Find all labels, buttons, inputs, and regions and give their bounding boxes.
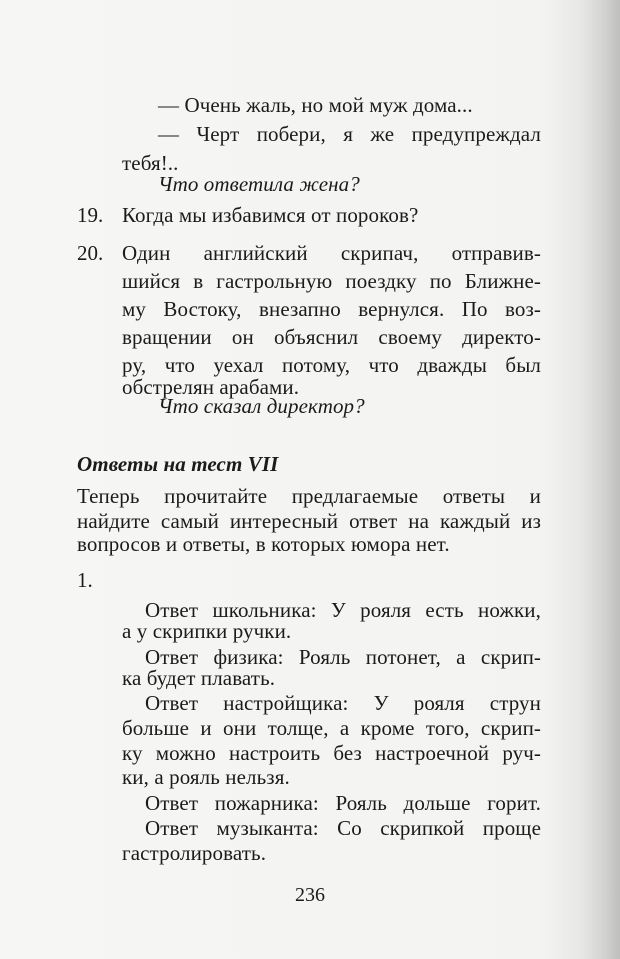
answer-line-11: гастролировать. [122, 841, 267, 865]
item-20-line-6: обстрелян арабами. [122, 375, 300, 399]
answer-item-number: 1. [77, 568, 93, 592]
item-20-line-1: Один английский скрипач, отправив- [122, 241, 541, 265]
page-number: 236 [295, 884, 325, 906]
dialogue-line-2-cont: тебя!.. [122, 151, 179, 175]
item-20-number: 20. [77, 241, 104, 265]
intro-line-1: Теперь прочитайте предлагаемые ответы и [77, 484, 541, 508]
item-20-line-2: шийся в гастрольную поездку по Ближне- [122, 269, 541, 293]
item-20-line-3: му Востоку, внезапно вернулся. По воз- [122, 297, 541, 321]
item-19-text: Когда мы избавимся от пороков? [122, 203, 419, 227]
answer-line-3: Ответ физика: Рояль потонет, а скрип- [145, 645, 541, 669]
dialogue-line-1: — Очень жаль, но мой муж дома... [158, 93, 473, 117]
answer-line-10: Ответ музыканта: Со скрипкой проще [145, 816, 541, 840]
section-heading: Ответы на тест VII [77, 452, 279, 476]
answer-line-1: Ответ школьника: У рояля есть ножки, [145, 598, 541, 622]
answer-line-6: больше и они толще, а кроме того, скрип- [122, 716, 541, 740]
answer-line-7: ку можно настроить без настроечной руч- [122, 741, 541, 765]
dialogue-line-2: — Черт побери, я же предупреждал [158, 122, 541, 146]
intro-line-3: вопросов и ответы, в которых юмора нет. [77, 532, 450, 556]
page-gutter-shadow [582, 0, 620, 959]
item-20-question: Что сказал директор? [158, 394, 365, 418]
item-19-number: 19. [77, 203, 104, 227]
intro-line-2: найдите самый интересный ответ на каждый из [77, 509, 541, 533]
answer-line-5: Ответ настройщика: У рояля струн [145, 691, 541, 715]
answer-line-2: а у скрипки ручки. [122, 619, 292, 643]
answer-line-4: ка будет плавать. [122, 666, 276, 690]
answer-line-9: Ответ пожарника: Рояль дольше горит. [145, 791, 541, 815]
answer-line-8: ки, а рояль нельзя. [122, 765, 290, 789]
item-20-line-4: вращении он объяснил своему директо- [122, 325, 541, 349]
dialogue-question: Что ответила жена? [158, 172, 360, 196]
item-20-line-5: ру, что уехал потому, что дважды был [122, 353, 541, 377]
